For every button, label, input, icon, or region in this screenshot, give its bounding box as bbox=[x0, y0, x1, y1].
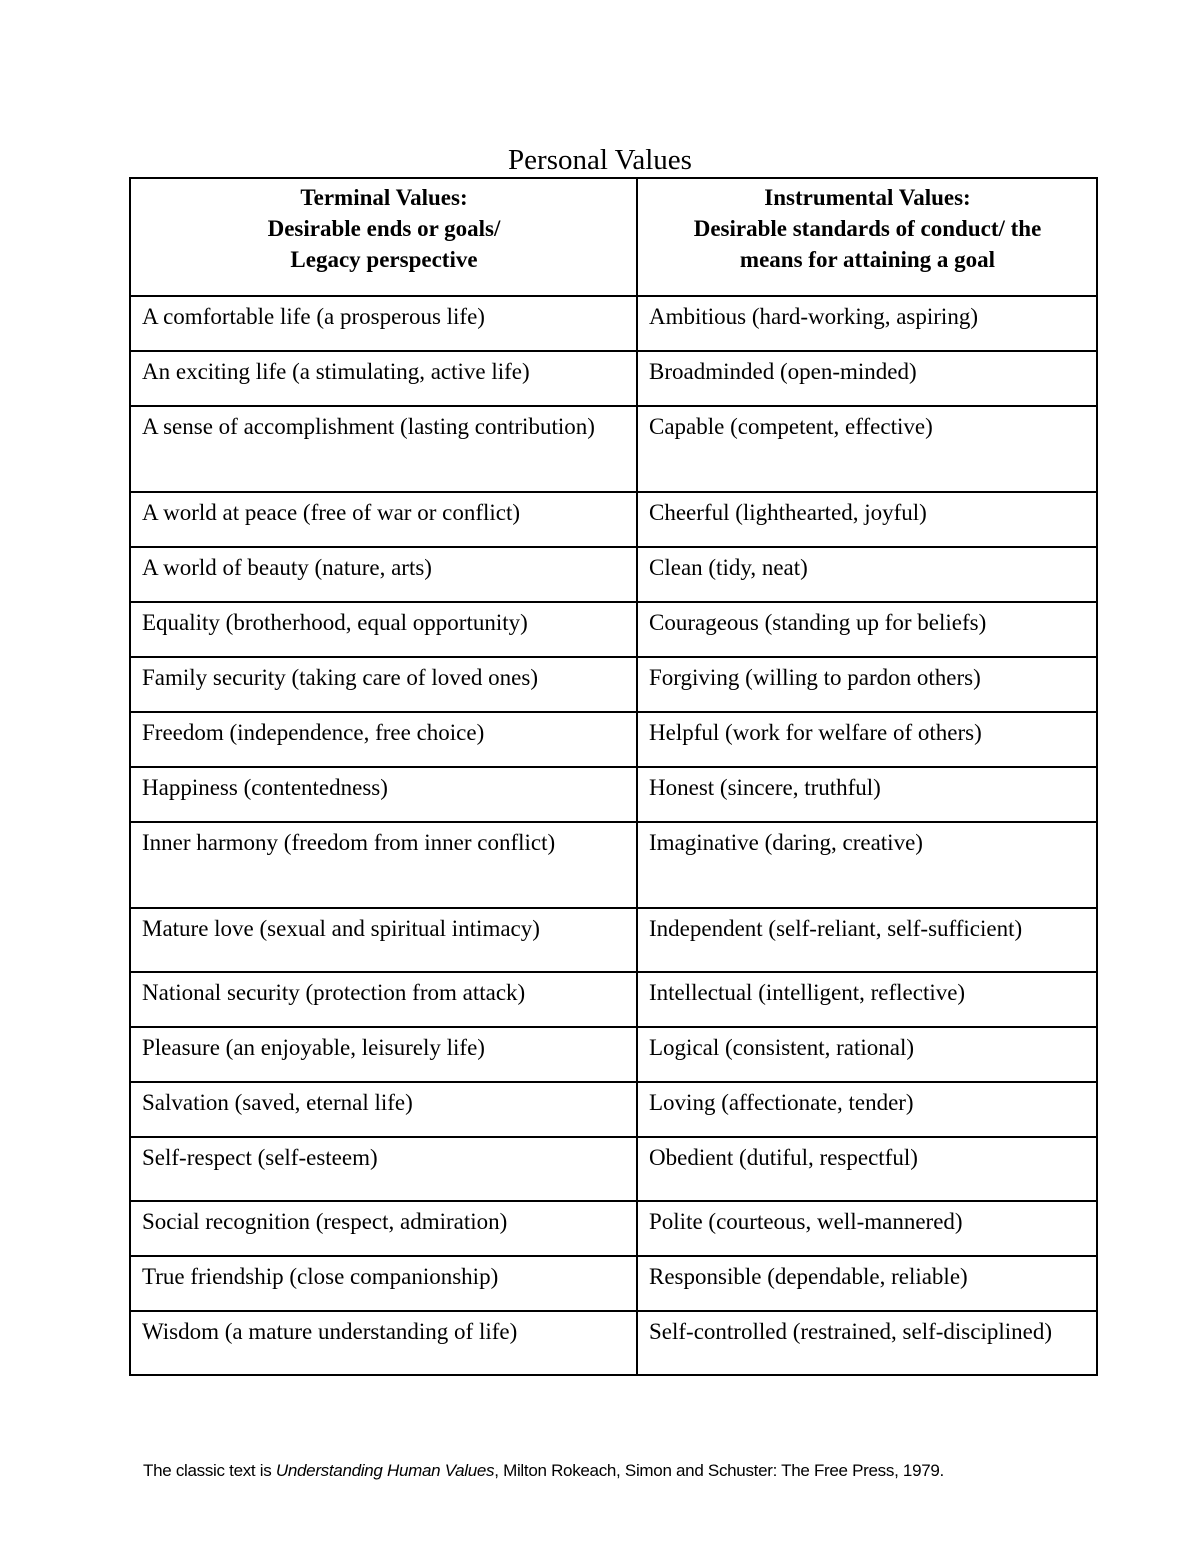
table-row bbox=[130, 972, 1097, 1027]
instrumental-header-line: means for attaining a goal bbox=[739, 247, 996, 272]
instrumental-value-cell: Obedient (dutiful, respectful) bbox=[637, 1137, 1097, 1201]
terminal-value-cell: Wisdom (a mature understanding of life) bbox=[130, 1311, 637, 1375]
instrumental-value-cell: Broadminded (open-minded) bbox=[637, 351, 1097, 406]
terminal-value-cell: Equality (brotherhood, equal opportunity) bbox=[130, 602, 637, 657]
terminal-value-cell: Mature love (sexual and spiritual intimacy) bbox=[130, 908, 637, 972]
terminal-value-cell: An exciting life (a stimulating, active life) bbox=[130, 351, 637, 406]
terminal-value-cell: National security (protection from attack) bbox=[130, 972, 637, 1027]
terminal-header-line: Legacy perspective bbox=[290, 247, 478, 272]
instrumental-value-cell: Logical (consistent, rational) bbox=[637, 1027, 1097, 1082]
terminal-value-cell: A comfortable life (a prosperous life) bbox=[130, 296, 637, 351]
citation-footnote bbox=[143, 1459, 944, 1483]
footnote-prefix: The classic text is bbox=[143, 1461, 276, 1480]
table-row bbox=[130, 1201, 1097, 1256]
instrumental-value-cell: Honest (sincere, truthful) bbox=[637, 767, 1097, 822]
instrumental-value-cell: Ambitious (hard-working, aspiring) bbox=[637, 296, 1097, 351]
table-row bbox=[130, 657, 1097, 712]
instrumental-value-cell: Loving (affectionate, tender) bbox=[637, 1082, 1097, 1137]
instrumental-value-cell: Forgiving (willing to pardon others) bbox=[637, 657, 1097, 712]
instrumental-values-header bbox=[637, 178, 1097, 296]
terminal-value-cell: Social recognition (respect, admiration) bbox=[130, 1201, 637, 1256]
instrumental-value-cell: Polite (courteous, well-mannered) bbox=[637, 1201, 1097, 1256]
instrumental-value-cell: Independent (self-reliant, self-sufficient) bbox=[637, 908, 1097, 972]
terminal-value-cell: Freedom (independence, free choice) bbox=[130, 712, 637, 767]
table-row bbox=[130, 602, 1097, 657]
table-row bbox=[130, 1082, 1097, 1137]
table-row bbox=[130, 822, 1097, 908]
terminal-value-cell: Pleasure (an enjoyable, leisurely life) bbox=[130, 1027, 637, 1082]
terminal-value-cell: Inner harmony (freedom from inner conflict) bbox=[130, 822, 637, 908]
page-title: Personal Values bbox=[508, 144, 692, 176]
terminal-header-line: Terminal Values: bbox=[300, 185, 468, 210]
table-row bbox=[130, 406, 1097, 492]
terminal-value-cell: A world of beauty (nature, arts) bbox=[130, 547, 637, 602]
instrumental-value-cell: Intellectual (intelligent, reflective) bbox=[637, 972, 1097, 1027]
terminal-value-cell: A world at peace (free of war or conflict) bbox=[130, 492, 637, 547]
instrumental-header-line: Desirable standards of conduct/ the bbox=[693, 216, 1042, 241]
table-row bbox=[130, 547, 1097, 602]
terminal-value-cell: A sense of accomplishment (lasting contribution) bbox=[130, 406, 637, 492]
instrumental-value-cell: Courageous (standing up for beliefs) bbox=[637, 602, 1097, 657]
footnote-suffix: , Milton Rokeach, Simon and Schuster: The Free Press, 1979. bbox=[494, 1461, 944, 1480]
table-row bbox=[130, 712, 1097, 767]
table-row bbox=[130, 1137, 1097, 1201]
instrumental-value-cell: Imaginative (daring, creative) bbox=[637, 822, 1097, 908]
instrumental-value-cell: Helpful (work for welfare of others) bbox=[637, 712, 1097, 767]
terminal-value-cell: True friendship (close companionship) bbox=[130, 1256, 637, 1311]
terminal-values-header bbox=[130, 178, 637, 296]
footnote-book-title: Understanding Human Values bbox=[275, 1461, 495, 1480]
table-row bbox=[130, 1256, 1097, 1311]
instrumental-value-cell: Clean (tidy, neat) bbox=[637, 547, 1097, 602]
table-row bbox=[130, 296, 1097, 351]
table-row bbox=[130, 767, 1097, 822]
values-table bbox=[129, 177, 1098, 1376]
table-row bbox=[130, 492, 1097, 547]
terminal-value-cell: Happiness (contentedness) bbox=[130, 767, 637, 822]
table-header-row bbox=[130, 178, 1097, 296]
instrumental-value-cell: Responsible (dependable, reliable) bbox=[637, 1256, 1097, 1311]
terminal-value-cell: Self-respect (self-esteem) bbox=[130, 1137, 637, 1201]
instrumental-value-cell: Cheerful (lighthearted, joyful) bbox=[637, 492, 1097, 547]
terminal-value-cell: Family security (taking care of loved ones) bbox=[130, 657, 637, 712]
table-row bbox=[130, 351, 1097, 406]
instrumental-value-cell: Capable (competent, effective) bbox=[637, 406, 1097, 492]
terminal-value-cell: Salvation (saved, eternal life) bbox=[130, 1082, 637, 1137]
terminal-header-line: Desirable ends or goals/ bbox=[267, 216, 501, 241]
table-row bbox=[130, 1027, 1097, 1082]
table-row bbox=[130, 1311, 1097, 1375]
table-row bbox=[130, 908, 1097, 972]
instrumental-header-line: Instrumental Values: bbox=[764, 185, 971, 210]
instrumental-value-cell: Self-controlled (restrained, self-disciplined) bbox=[637, 1311, 1097, 1375]
